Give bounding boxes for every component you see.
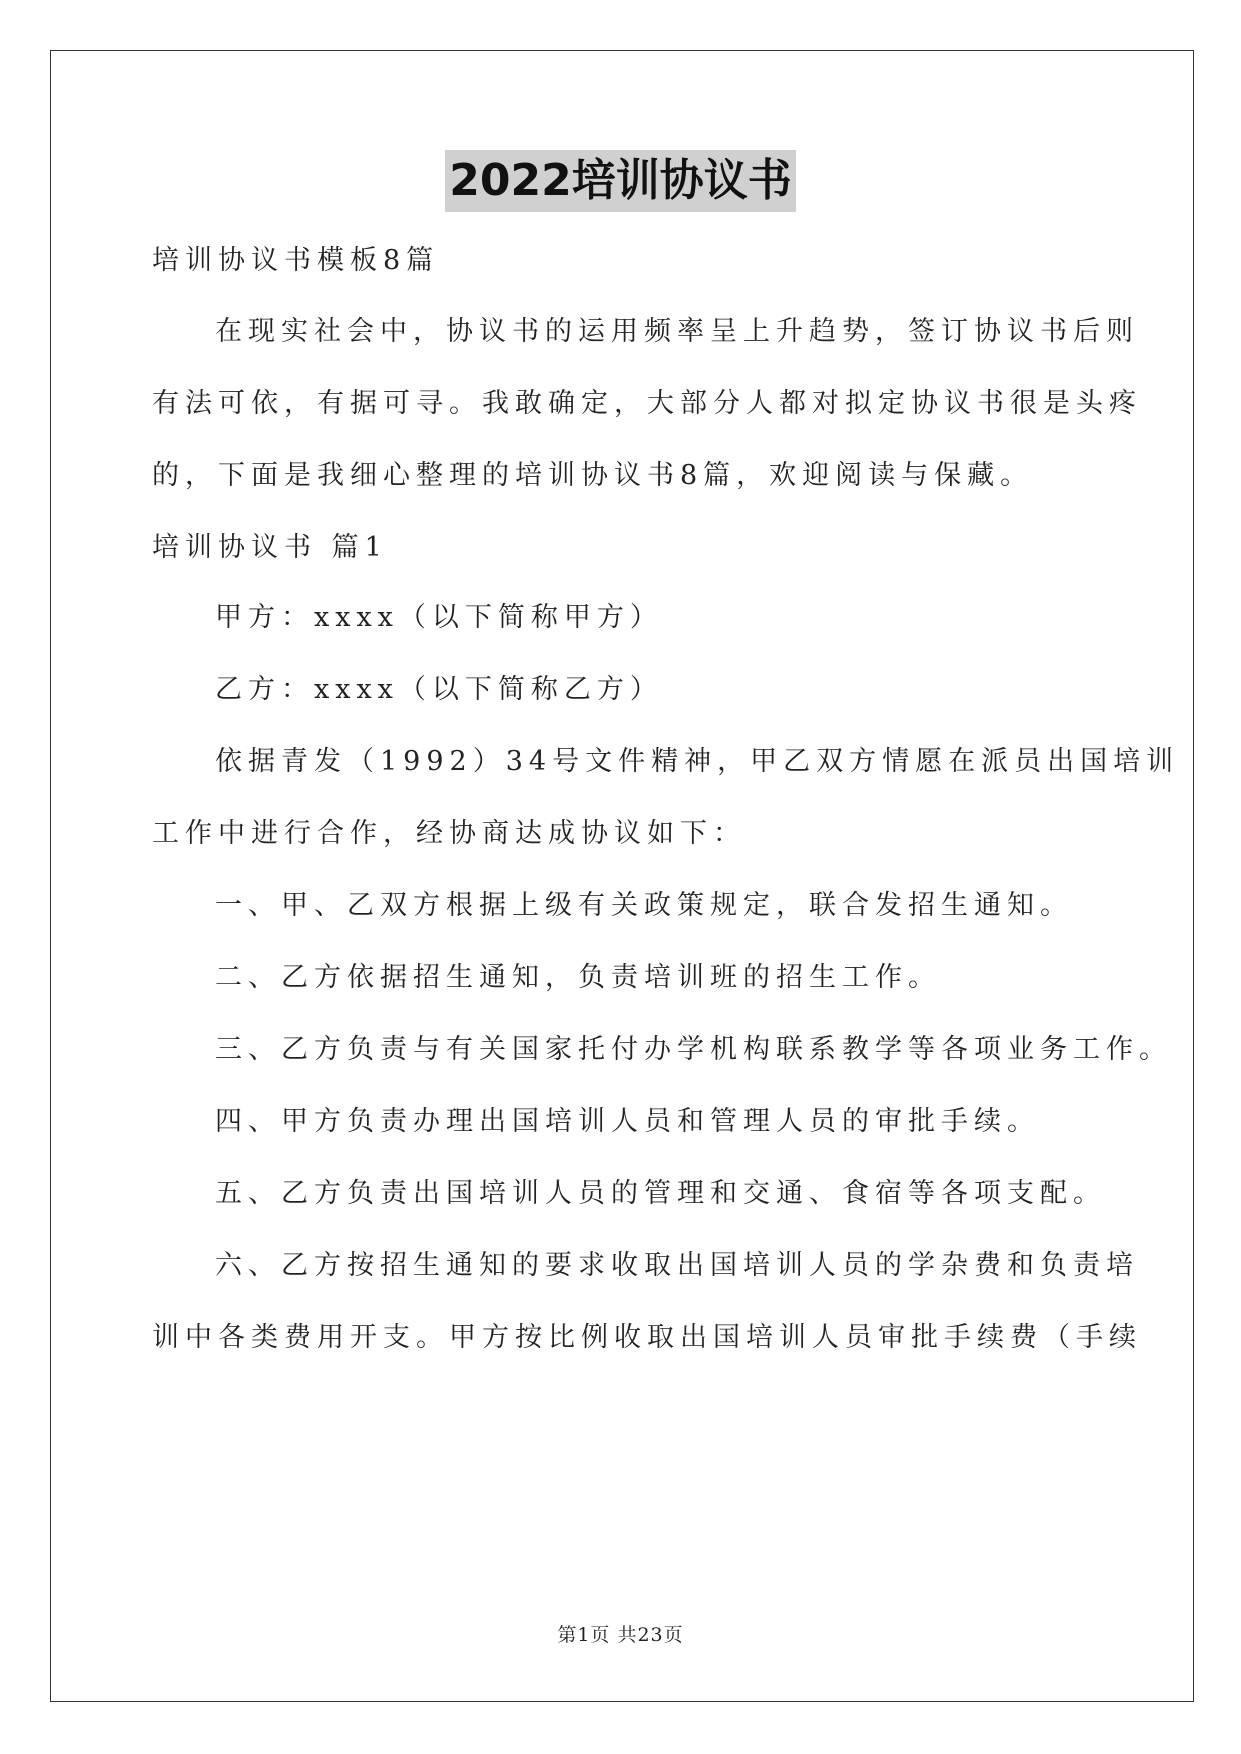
clause-4: 四、甲方负责办理出国培训人员和管理人员的审批手续。 <box>215 1106 1040 1137</box>
clause-1: 一、甲、乙双方根据上级有关政策规定，联合发招生通知。 <box>215 890 1073 921</box>
clause-6-line-1: 六、乙方按招生通知的要求收取出国培训人员的学杂费和负责培 <box>215 1250 1139 1281</box>
basis-line-2: 工作中进行合作，经协商达成协议如下： <box>152 818 746 849</box>
basis-line-1: 依据青发（1992）34号文件精神，甲乙双方情愿在派员出国培训 <box>215 746 1180 777</box>
intro-line-3: 的，下面是我细心整理的培训协议书8篇，欢迎阅读与保藏。 <box>152 460 1034 491</box>
title-container <box>0 150 1241 212</box>
party-a: 甲方：xxxx（以下简称甲方） <box>215 602 663 633</box>
clause-5: 五、乙方负责出国培训人员的管理和交通、食宿等各项支配。 <box>215 1178 1106 1209</box>
clause-2: 二、乙方依据招生通知，负责培训班的招生工作。 <box>215 962 941 993</box>
document-title: 2022培训协议书 <box>445 150 795 212</box>
section-heading: 培训协议书 篇1 <box>152 532 388 563</box>
intro-line-1: 在现实社会中，协议书的运用频率呈上升趋势，签订协议书后则 <box>215 316 1139 347</box>
clause-6-line-2: 训中各类费用开支。甲方按比例收取出国培训人员审批手续费（手续 <box>152 1322 1142 1353</box>
page-border <box>50 50 1194 1702</box>
document-subtitle: 培训协议书模板8篇 <box>152 245 440 276</box>
intro-line-2: 有法可依，有据可寻。我敢确定，大部分人都对拟定协议书很是头疼 <box>152 388 1142 419</box>
page-footer: 第1页 共23页 <box>557 1624 684 1646</box>
party-b: 乙方：xxxx（以下简称乙方） <box>215 674 663 705</box>
clause-3: 三、乙方负责与有关国家托付办学机构联系教学等各项业务工作。 <box>215 1034 1172 1065</box>
